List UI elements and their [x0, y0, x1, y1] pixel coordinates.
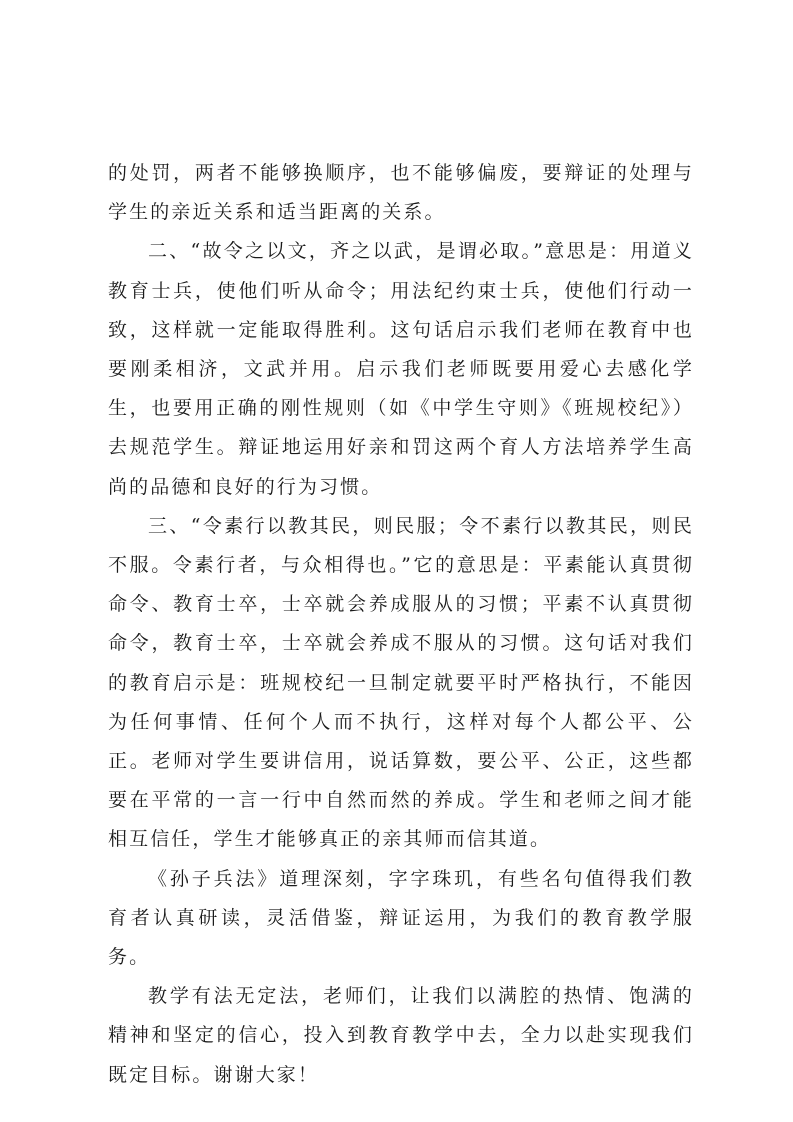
- paragraph-closing: 教学有法无定法，老师们，让我们以满腔的热情、饱满的精神和坚定的信心，投入到教育教学中去，全力以赴实现我们既定目标。谢谢大家！: [108, 985, 694, 1086]
- paragraph-continuation: 的处罚，两者不能够换顺序，也不能够偏废，要辩证的处理与学生的亲近关系和适当距离的关系。: [108, 162, 694, 224]
- document-body: [108, 154, 694, 1095]
- paragraph-point-two: 二、“故令之以文，齐之以武，是谓必取。”意思是：用道义教育士兵，使他们听从命令；用法纪约束士兵，使他们行动一致，这样就一定能取得胜利。这句话启示我们老师在教育中也要刚柔相济，文武并用。启示我们老师既要用爱心去感化学生，也要用正确的刚性规则（如《中学生守则》《班规校纪》）去规范学生。辩证地运用好亲和罚这两个育人方法培养学生高尚的品德和良好的行为习惯。: [108, 240, 694, 498]
- paragraph-point-three: 三、“令素行以教其民，则民服；令不素行以教其民，则民不服。令素行者，与众相得也。”它的意思是：平素能认真贯彻命令、教育士卒，士卒就会养成服从的习惯；平素不认真贯彻命令，教育士卒，士卒就会养成不服从的习惯。这句话对我们的教育启示是：班规校纪一旦制定就要平时严格执行，不能因为任何事情、任何个人而不执行，这样对每个人都公平、公正。老师对学生要讲信用，说话算数，要公平、公正，这些都要在平常的一言一行中自然而然的养成。学生和老师之间才能相互信任，学生才能够真正的亲其师而信其道。: [108, 514, 694, 851]
- paragraph-sunzi-summary: 《孙子兵法》道理深刻，字字珠玑，有些名句值得我们教育者认真研读，灵活借鉴，辩证运用，为我们的教育教学服务。: [108, 867, 694, 969]
